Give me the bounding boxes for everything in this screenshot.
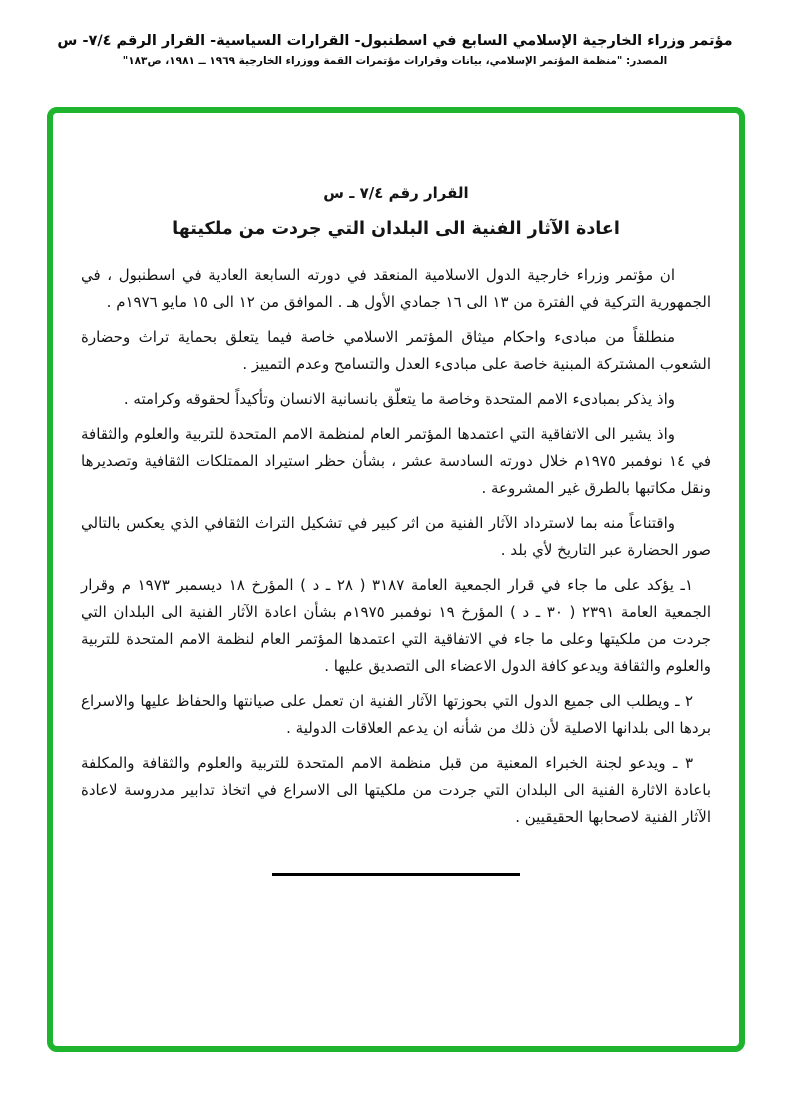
operative-paragraph-2: ٢ ـ ويطلب الى جميع الدول التي بحوزتها الآثار الفنية ان تعمل على صيانتها والحفاظ عليها والاسراع بردها الى بلدانها الاصلية لأن ذلك من شأنه ان يدعم العلاقات الدولية .	[81, 692, 711, 737]
page-header	[0, 33, 790, 67]
source-citation: المصدر: "منظمة المؤتمر الإسلامي، بيانات وقرارات مؤتمرات القمة ووزراء الخارجية ١٩٦٩ ــ ١٩٨١، ص١٨٣"	[122, 55, 668, 67]
preamble-paragraph-2: منطلقاً من مبادىء واحكام ميثاق المؤتمر الاسلامي خاصة فيما يتعلق بحماية تراث وحضارة الشعوب المشتركة المبنية خاصة على مبادىء العدل والتسامح وعدم التمييز .	[81, 328, 711, 373]
operative-paragraph-3: ٣ ـ ويدعو لجنة الخبراء المعنية من قبل منظمة الامم المتحدة للتربية والعلوم والثقافة والمكلفة باعادة الاثارة الفنية الى البلدان التي جردت من ملكيتها الى الاسراع في اتخاذ تدابير مدروسة لاعادة الآثار الفنية لاصحابها الحقيقيين .	[81, 754, 711, 826]
preamble-paragraph-3: واذ يذكر بمبادىء الامم المتحدة وخاصة ما يتعلّق بانسانية الانسان وتأكيداً لحقوقه وكرامته .	[123, 390, 675, 408]
preamble-paragraph-4: واذ يشير الى الاتفاقية التي اعتمدها المؤتمر العام لمنظمة الامم المتحدة للتربية والعلوم والثقافة في ١٤ نوفمبر ١٩٧٥م خلال دورته السادسة عشر ، بشأن حظر استيراد الممتلكات الثقافية وتصديرها ونقل مكاتبها بالطرق غير المشروعة .	[81, 425, 711, 497]
preamble-paragraph-1: ان مؤتمر وزراء خارجية الدول الاسلامية المنعقد في دورته السابعة العادية في اسطنبول ، في الجمهورية التركية في الفترة من ١٣ الى ١٦ جمادي الأول هـ . الموافق من ١٢ الى ١٥ مايو ١٩٧٦م .	[81, 266, 711, 311]
document-frame	[47, 107, 745, 1052]
preamble-paragraph-5: واقتناعاً منه بما لاسترداد الآثار الفنية من اثر كبير في تشكيل التراث الثقافي الذي يعكس بالتالي صور الحضارة عبر التاريخ لأي بلد .	[81, 514, 711, 559]
separator-line	[272, 873, 520, 876]
operative-paragraph-1: ١ـ يؤكد على ما جاء في قرار الجمعية العامة ٣١٨٧ ‭( د ـ ٢٨ )‬ المؤرخ ١٨ ديسمبر ١٩٧٣ م وقرار الجمعية العامة ٢٣٩١ ‭( د ـ ٣٠ )‬ المؤرخ ١٩ نوفمبر ١٩٧٥م بشأن اعادة الآثار الفنية الى البلدان التي جردت من ملكيتها وعلى ما جاء في الاتفاقية التي اعتمدها المؤتمر العام لنظمة الامم المتحدة للتربية والعلوم والثقافة ويدعو كافة الدول الاعضاء الى التصديق عليها .	[81, 576, 711, 675]
document-title: اعادة الآثار الفنية الى البلدان التي جردت من ملكيتها	[172, 219, 620, 239]
resolution-number: القرار رقم ٧/٤ ـ س	[323, 184, 469, 202]
document-content	[53, 113, 739, 876]
conference-header-title: مؤتمر وزراء الخارجية الإسلامي السابع في اسطنبول- القرارات السياسية- القرار الرقم ٧/٤- س	[57, 33, 733, 49]
